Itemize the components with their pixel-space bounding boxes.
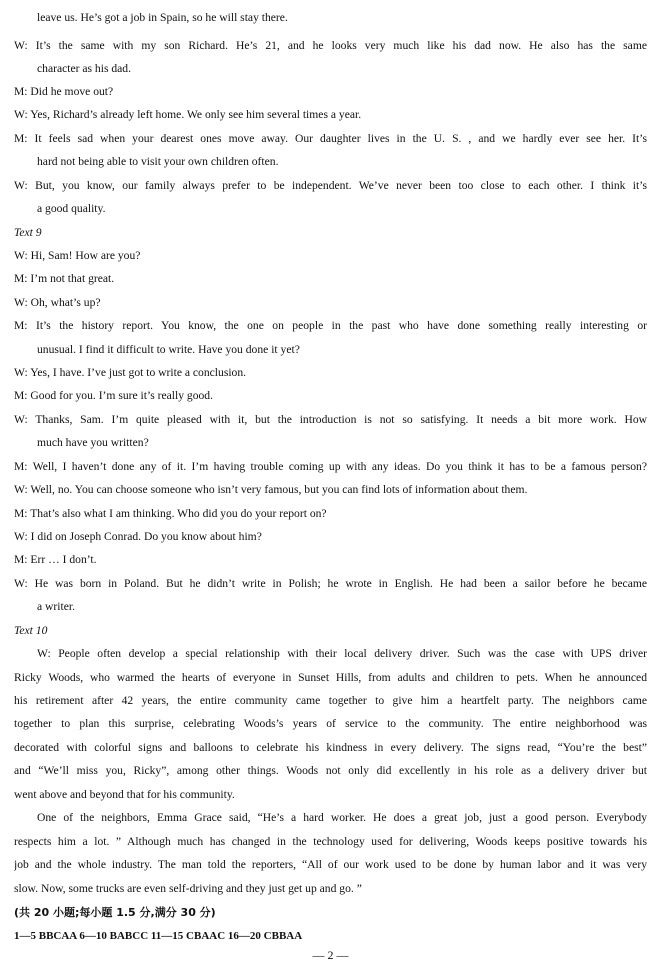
text-line: W: People often develop a special relationship with their local delivery driver. Such was the case with UPS driver [37,647,647,660]
text-line: M: That’s also what I am thinking. Who did you do your report on? [14,507,327,520]
text-line: his retirement after 42 years, the entire community came together to give him a heartfelt party. The neighbors came [14,694,647,707]
text-line: M: Err … I don’t. [14,553,97,566]
text-line: W: But, you know, our family always prefer to be independent. We’ve never been too close to each other. I think it’s [14,179,647,192]
text-line: much have you written? [37,436,149,449]
text-line: and “We’ll miss you, Ricky”, among other things. Woods not only did excellently in his role as a delivery driver but [14,764,647,777]
text-line: One of the neighbors, Emma Grace said, “He’s a hard worker. He does a great job, just a good person. Everybody [37,811,647,824]
text-line: leave us. He’s got a job in Spain, so he will stay there. [37,11,288,24]
text-line: W: Thanks, Sam. I’m quite pleased with it, but the introduction is not so satisfying. It needs a bit more work. How [14,413,647,426]
text-line: M: It’s the history report. You know, the one on people in the past who have done something really interesting or [14,319,647,332]
text-line: M: Good for you. I’m sure it’s really good. [14,389,213,402]
text-line: W: Oh, what’s up? [14,296,101,309]
text-line: slow. Now, some trucks are even self-driving and they just get up and go. ” [14,882,362,895]
text-line: respects him a lot. ” Although much has changed in the technology used for delivering, Woods keeps positive towards his [14,835,647,848]
text-line: decorated with colorful signs and balloons to celebrate his kindness in every delivery. The signs read, “You’re the best” [14,741,647,754]
text-line: Ricky Woods, who warmed the hearts of everyone in Sunset Hills, from adults and children to pets. When he announced [14,671,647,684]
text-line: W: I did on Joseph Conrad. Do you know about him? [14,530,262,543]
page-number: — 2 — [312,948,349,962]
text-line: Text 9 [14,226,42,239]
text-line: W: Yes, Richard’s already left home. We only see him several times a year. [14,108,362,121]
text-line: a good quality. [37,202,106,215]
text-line: went above and beyond that for his community. [14,788,235,801]
text-line: M: I’m not that great. [14,272,115,285]
text-line: M: Did he move out? [14,85,114,98]
text-line: job and the whole industry. The man told the reporters, “All of our work used to be done by human labor and it was very [14,858,647,871]
text-line: W: Well, no. You can choose someone who isn’t very famous, but you can find lots of information about them. [14,483,528,496]
text-line: 1—5 BBCAA 6—10 BABCC 11—15 CBAAC 16—20 CBBAA [14,930,303,942]
text-line: unusual. I find it difficult to write. Have you done it yet? [37,343,300,356]
text-line: M: It feels sad when your dearest ones move away. Our daughter lives in the U. S. , and we hardly ever see her. It’s [14,132,647,145]
text-line: M: Well, I haven’t done any of it. I’m having trouble coming up with any ideas. Do you think it has to be a famous person? [14,460,647,473]
text-line: together to plan this surprise, celebrating Woods’s years of service to the community. The entire neighborhood was [14,717,647,730]
text-line: Text 10 [14,624,48,637]
text-line: W: Hi, Sam! How are you? [14,249,141,262]
text-line: (共 20 小题;每小题 1.5 分,满分 30 分) [14,906,216,919]
text-line: a writer. [37,600,75,613]
text-line: W: Yes, I have. I’ve just got to write a conclusion. [14,366,247,379]
text-line: hard not being able to visit your own children often. [37,155,279,168]
text-line: W: He was born in Poland. But he didn’t write in Polish; he wrote in English. He had been a sailor before he became [14,577,647,590]
text-line: W: It’s the same with my son Richard. He’s 21, and he looks very much like his dad now. He also has the same [14,39,647,52]
text-line: character as his dad. [37,62,131,75]
